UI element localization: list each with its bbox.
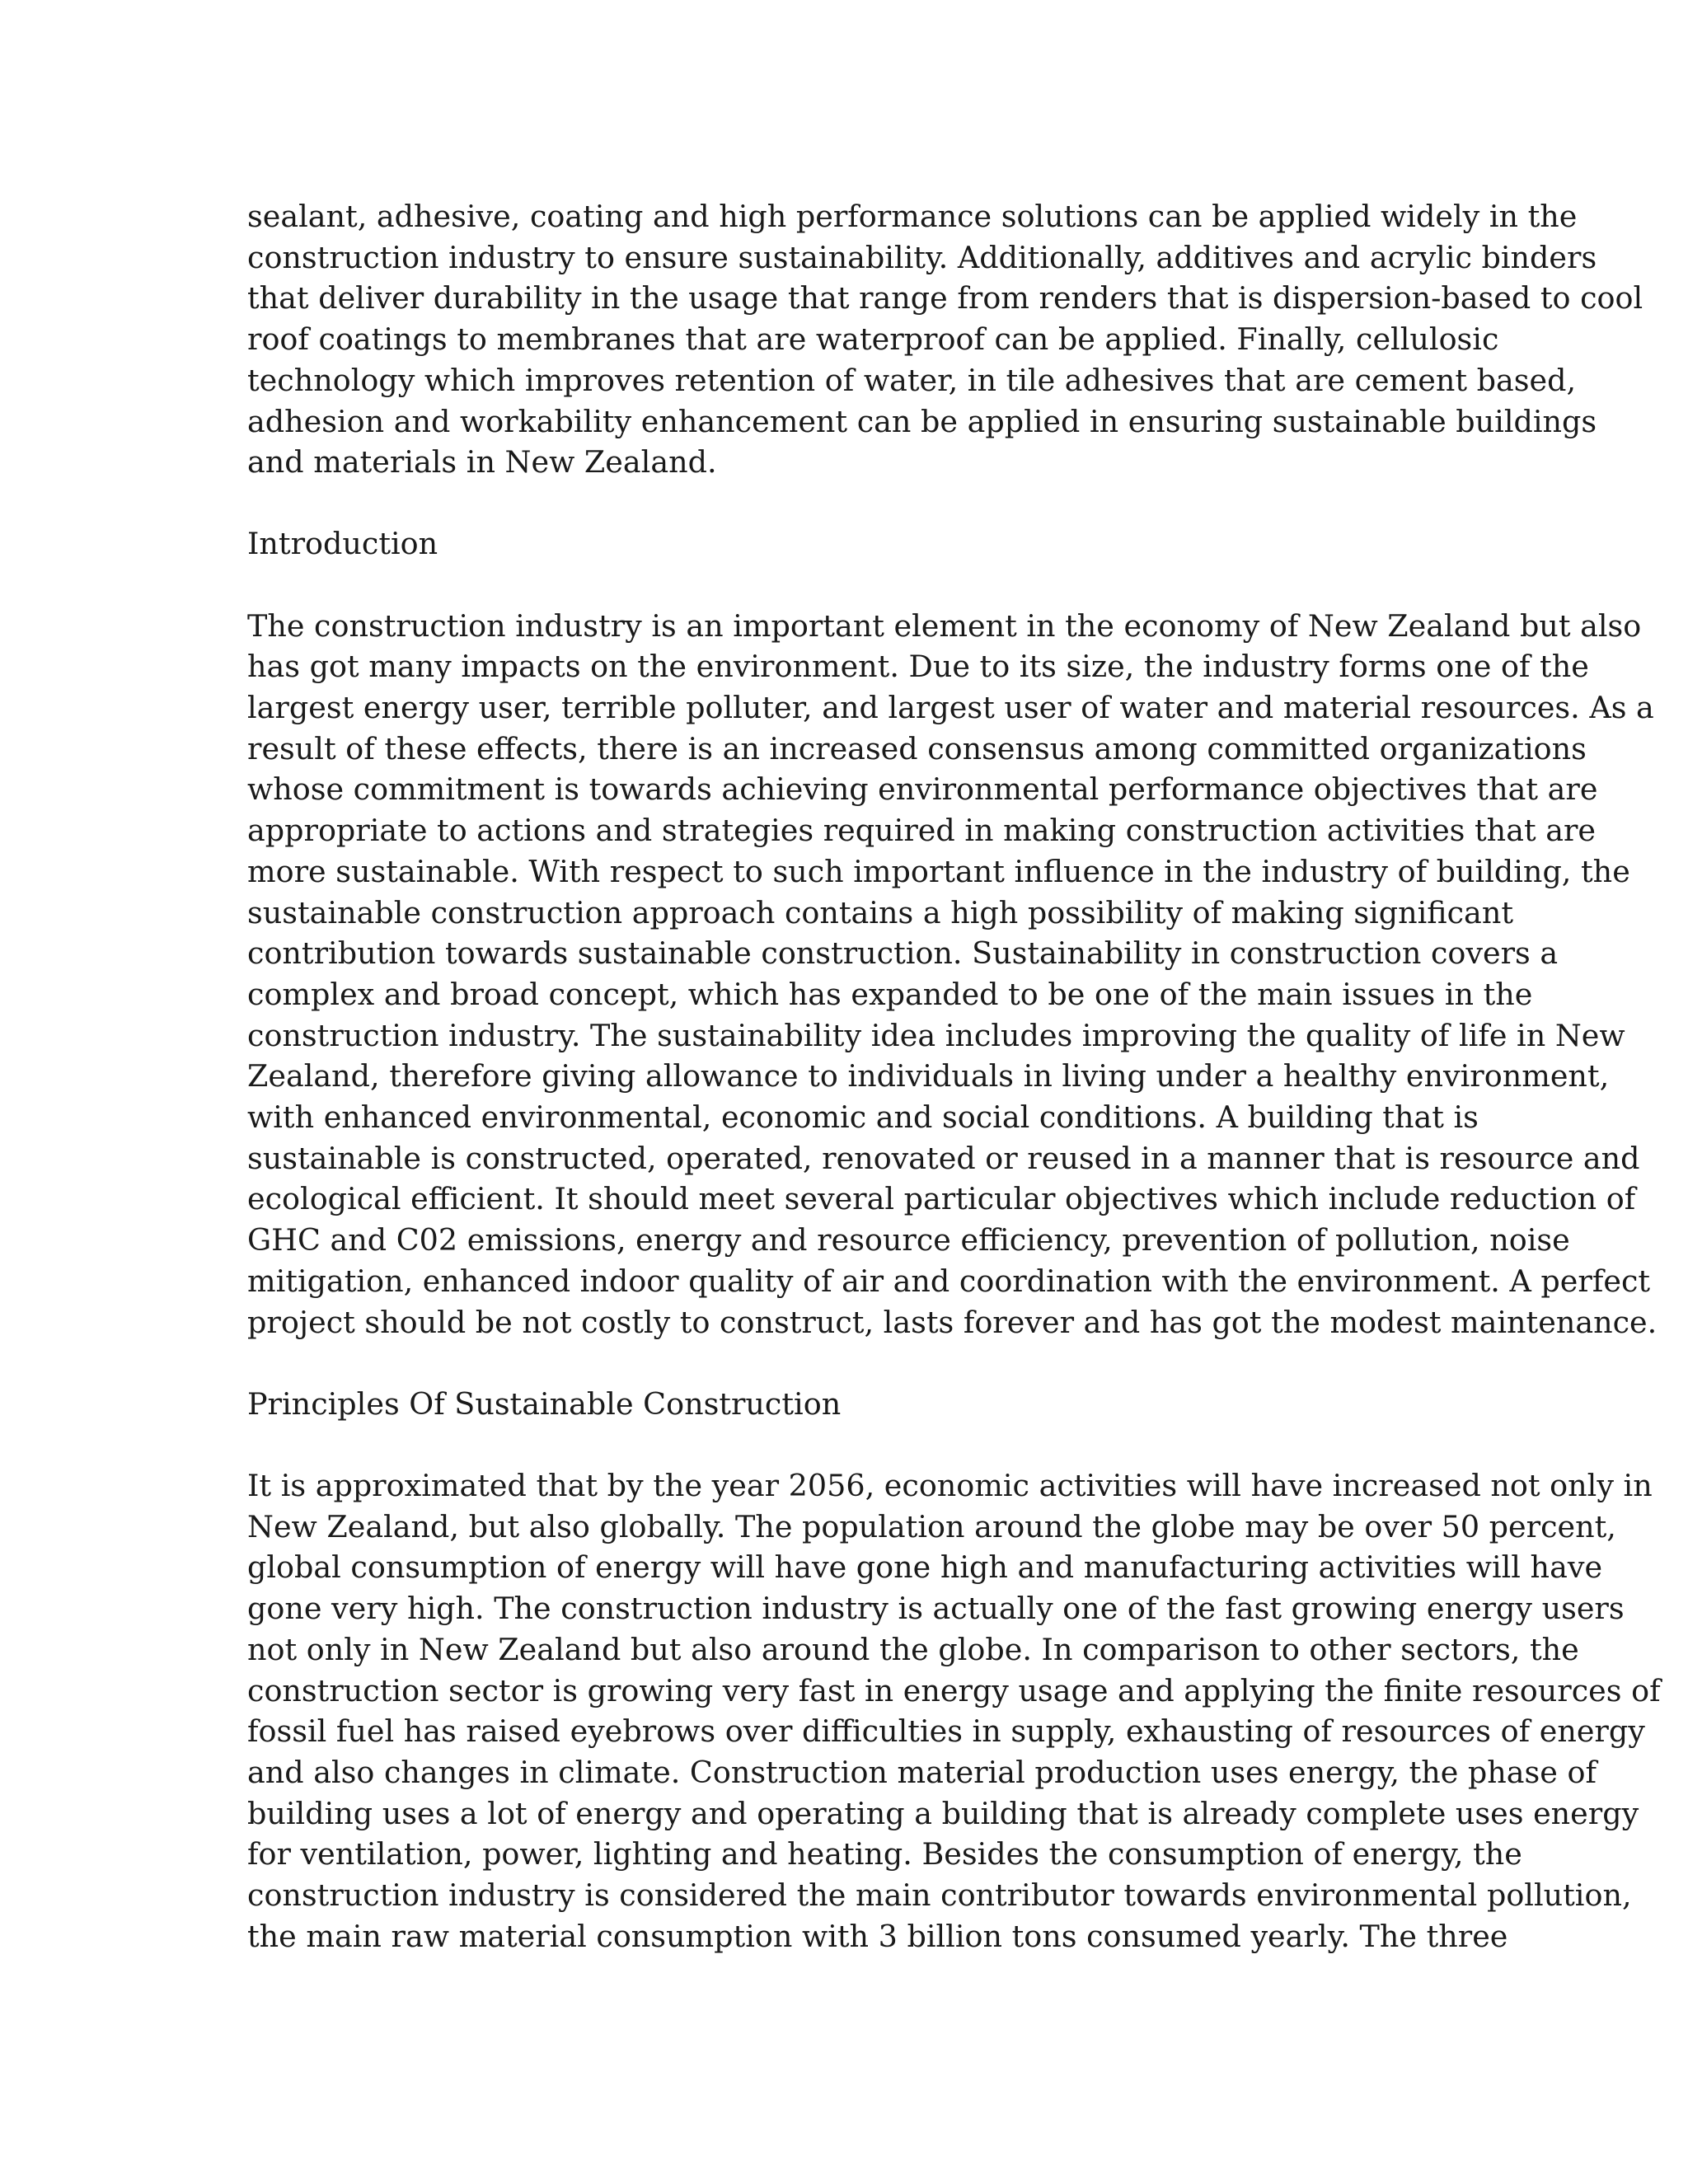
text-line: and materials in New Zealand.: [247, 444, 717, 480]
text-line: the main raw material consumption with 3 billion tons consumed yearly. The three: [247, 1918, 1508, 1954]
text-line: building uses a lot of energy and operating a building that is already complete uses energy: [247, 1795, 1639, 1831]
text-line: that deliver durability in the usage that range from renders that is dispersion-based to cool: [247, 280, 1643, 316]
text-line: fossil fuel has raised eyebrows over difficulties in supply, exhausting of resources of energy: [247, 1713, 1645, 1750]
text-line: for ventilation, power, lighting and heating. Besides the consumption of energy, the: [247, 1836, 1522, 1872]
text-line: with enhanced environmental, economic and social conditions. A building that is: [247, 1099, 1479, 1136]
paragraph-introduction: [247, 606, 1658, 1343]
text-line: The construction industry is an important element in the economy of New Zealand but also: [247, 607, 1642, 644]
text-line: project should be not costly to construct, lasts forever and has got the modest maintenance.: [247, 1304, 1658, 1340]
text-line: Zealand, therefore giving allowance to individuals in living under a healthy environment,: [247, 1058, 1610, 1094]
text-line: roof coatings to membranes that are waterproof can be applied. Finally, cellulosic: [247, 321, 1499, 358]
text-line: global consumption of energy will have gone high and manufacturing activities will have: [247, 1549, 1603, 1586]
text-line: sustainable is constructed, operated, renovated or reused in a manner that is resource and: [247, 1140, 1640, 1176]
text-line: result of these effects, there is an increased consensus among committed organizations: [247, 730, 1587, 766]
heading-principles: Principles Of Sustainable Construction: [247, 1385, 842, 1422]
document-page: [247, 196, 1661, 1998]
paragraph-principles: [247, 1465, 1661, 1957]
text-line: sealant, adhesive, coating and high performance solutions can be applied widely in the: [247, 199, 1578, 234]
text-line: mitigation, enhanced indoor quality of air and coordination with the environment. A perfect: [247, 1263, 1651, 1299]
text-line: more sustainable. With respect to such important influence in the industry of building, the: [247, 853, 1630, 889]
paragraph-sustainable-solutions: [247, 196, 1643, 483]
text-line: and also changes in climate. Construction material production uses energy, the phase of: [247, 1754, 1597, 1790]
text-line: New Zealand, but also globally. The population around the globe may be over 50 percent,: [247, 1508, 1616, 1544]
text-line: ecological efficient. It should meet several particular objectives which include reduction of: [247, 1181, 1636, 1217]
text-line: has got many impacts on the environment. Due to its size, the industry forms one of the: [247, 649, 1589, 685]
text-line: largest energy user, terrible polluter, and largest user of water and material resources. As a: [247, 690, 1654, 726]
text-line: appropriate to actions and strategies required in making construction activities that are: [247, 813, 1597, 849]
text-line: construction sector is growing very fast in energy usage and applying the finite resources of: [247, 1672, 1661, 1708]
text-line: construction industry. The sustainability idea includes improving the quality of life in New: [247, 1017, 1625, 1053]
heading-introduction: Introduction: [247, 526, 438, 562]
text-line: construction industry to ensure sustainability. Additionally, additives and acrylic binders: [247, 239, 1597, 275]
text-line: construction industry is considered the main contributor towards environmental pollution,: [247, 1877, 1632, 1914]
text-line: complex and broad concept, which has expanded to be one of the main issues in the: [247, 976, 1533, 1012]
text-line: contribution towards sustainable construction. Sustainability in construction covers a: [247, 935, 1559, 972]
text-line: sustainable construction approach contains a high possibility of making significant: [247, 894, 1513, 930]
text-line: gone very high. The construction industry is actually one of the fast growing energy users: [247, 1591, 1625, 1627]
text-line: It is approximated that by the year 2056, economic activities will have increased not only in: [247, 1467, 1653, 1503]
text-line: adhesion and workability enhancement can be applied in ensuring sustainable buildings: [247, 403, 1597, 439]
text-line: whose commitment is towards achieving environmental performance objectives that are: [247, 771, 1598, 808]
text-line: GHC and C02 emissions, energy and resource efficiency, prevention of pollution, noise: [247, 1222, 1570, 1258]
text-line: technology which improves retention of water, in tile adhesives that are cement based,: [247, 362, 1577, 398]
text-line: not only in New Zealand but also around the globe. In comparison to other sectors, the: [247, 1631, 1579, 1667]
